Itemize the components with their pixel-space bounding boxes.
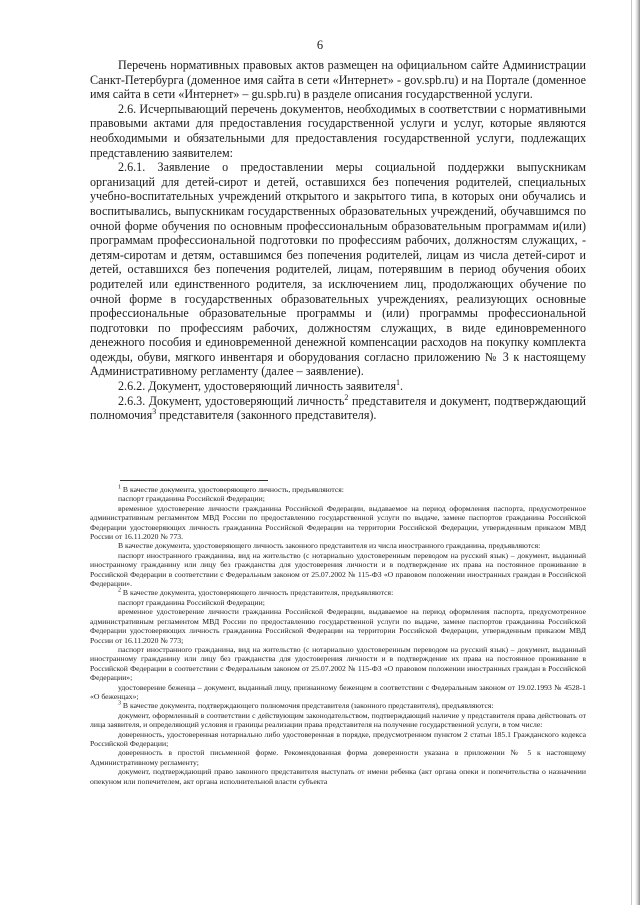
footnote-3-intro-text: В качестве документа, подтверждающего полномочия представителя (законного представителя), предъявляются: <box>121 701 494 711</box>
footnote-ref-3: 3 <box>152 407 157 417</box>
footnote-item: паспорт гражданина Российской Федерации; <box>118 494 265 504</box>
footnote-2-intro <box>90 588 586 597</box>
footnote-1-marker: 1 <box>118 484 121 491</box>
footnote-item: В качестве документа, удостоверяющего личность законного представителя из числа иностранного гражданина, предъявляются: <box>118 541 541 551</box>
paragraph-2-6-3-text: 2.6.3. Документ, удостоверяющий личность <box>118 393 345 408</box>
footnote-item: доверенность в простой письменной форме. Рекомендованная форма доверенности указана в приложении № 5 к настоящему Административному регламенту; <box>90 748 586 767</box>
paragraph-2-6-3-middle: представителя и документ, подтверждающий полномочия <box>90 393 587 423</box>
paragraph-2-6-3-tail: представителя (законного представителя). <box>156 408 377 423</box>
paragraph-2-6-2-text: 2.6.2. Документ, удостоверяющий личность заявителя <box>118 379 397 394</box>
footnote-3-intro <box>90 701 586 710</box>
footnote-item: удостоверение беженца – документ, выданный лицу, признанному беженцем в соответствии с Федеральным законом от 19.02.1993 № 4528-1 «О беженцах»; <box>90 682 586 701</box>
page-number: 6 <box>316 38 324 52</box>
scan-edge <box>635 0 640 905</box>
paragraph-2-6: 2.6. Исчерпывающий перечень документов, необходимых в соответствии с нормативными правовыми актами для предоставления государственной услуги и услуг, которые являются необходимыми и обязательными для предоставления государственной услуги, подлежащих представлению заявителем: <box>90 101 586 160</box>
footnote-item: временное удостоверение личности гражданина Российской Федерации, выдаваемое на период оформления паспорта, предусмотренное административным регламентом МВД России по предоставлению государственной услуги по выдаче, замене паспортов гражданина Российской Федерации удостоверяющих личность гражданина Российской Федерации на территории Российской Федерации, утвержденным приказом МВД России от 16.11.2020 № 773. <box>90 503 586 542</box>
footnote-item: паспорт иностранного гражданина, вид на жительство (с нотариально удостоверенным переводом на русский язык) – документ, выданный иностранному гражданину или лицу без гражданства для удостоверения личности и в подтверждение их права на постоянное проживание в Российской Федерации в соответствии с Федеральным законом от 25.07.2002 № 115-ФЗ «О правовом положении иностранных граждан в Российской Федерации». <box>90 550 586 589</box>
paragraph-2-6-2 <box>90 379 586 394</box>
footnote-item: доверенность, удостоверенная нотариально либо удостоверенная в порядке, предусмотренном пунктом 2 статьи 185.1 Гражданского кодекса Российской Федерации; <box>90 729 586 748</box>
footnote-3-marker: 3 <box>118 700 121 707</box>
main-text <box>90 58 586 423</box>
paragraph-2-6-2-tail: . <box>400 379 404 394</box>
footnotes <box>90 485 586 786</box>
footnote-item: паспорт гражданина Российской Федерации; <box>118 597 265 607</box>
paragraph-2-6-3 <box>90 394 586 423</box>
paragraph-regulations-publication: Перечень нормативных правовых актов размещен на официальном сайте Администрации Санкт-Петербурга (доменное имя сайта в сети «Интернет» - gov.spb.ru) и на Портале (доменное имя сайта в сети «Интернет» – gu.spb.ru) в разделе описания государственной услуги. <box>90 58 586 102</box>
footnote-1-intro-text: В качестве документа, удостоверяющего личность, предъявляются: <box>121 485 344 494</box>
footnote-2-intro-text: В качестве документа, удостоверяющего личность представителя, предъявляются: <box>121 588 394 598</box>
footnote-2-marker: 2 <box>118 587 121 594</box>
scan-edge-line <box>631 0 632 905</box>
paragraph-2-6-1: 2.6.1. Заявление о предоставлении меры социальной поддержки выпускникам организаций для детей-сирот и детей, оставшихся без попечения родителей, специальных учебно-воспитательных учреждений открытого и закрытого типа, в которых они обучались и воспитывались, выпускникам государственных образовательных учреждений, обучавшимся по очной форме обучения по основным профессиональным образовательным программам и(или) программам профессиональной подготовки по профессиям рабочих, должностям служащих, - детям-сиротам и детям, оставшимся без попечения родителей, лицам из числа детей-сирот и детей, оставшихся без попечения родителей, лицам, потерявшим в период обучения обоих родителей или единственного родителя, за исключением лиц, продолжающих обучение по очной форме в государственных образовательных учреждениях, реализующих основные профессиональные образовательные программы и (или) программы профессиональной подготовки по профессиям рабочих, должностям служащих, в виде единовременного денежного пособия и единовременной денежной компенсации расходов на покупку комплекта одежды, обуви, мягкого инвентаря и оборудования согласно приложению № 3 к настоящему Административному регламенту (далее – заявление). <box>90 160 586 379</box>
footnote-item: временное удостоверение личности гражданина Российской Федерации, выдаваемое на период оформления паспорта, предусмотренное административным регламентом МВД России по предоставлению государственной услуги по выдаче, замене паспортов гражданина Российской Федерации удостоверяющих личность гражданина Российской Федерации на территории Российской Федерации, утвержденным приказом МВД России от 16.11.2020 № 773; <box>90 607 586 645</box>
footnote-item: документ, оформленный в соответствии с действующим законодательством, подтверждающий наличие у представителя права действовать от лица заявителя, и определяющий условия и границы реализации права представителя на получение государственной услуги, в том числе: <box>90 710 586 730</box>
footnote-1-intro <box>90 485 586 494</box>
footnote-ref-1: 1 <box>396 378 401 388</box>
footnote-separator <box>120 480 268 481</box>
footnote-item: паспорт иностранного гражданина, вид на жительство (с нотариально удостоверенным переводом на русский язык) – документ, выданный иностранному гражданину или лицу без гражданства для удостоверения личности и в подтверждение их права на постоянное проживание в Российской Федерации в соответствии с Федеральным законом от 25.07.2002 № 115-ФЗ «О правовом положении иностранных граждан в Российской Федерации»; <box>90 644 586 683</box>
footnote-item: документ, подтверждающий право законного представителя выступать от имени ребенка (акт органа опеки и попечительства о назначении опекуном или попечителем, акт органа исполнительной власти субъекта <box>90 767 586 786</box>
footnote-ref-2: 2 <box>344 392 349 402</box>
